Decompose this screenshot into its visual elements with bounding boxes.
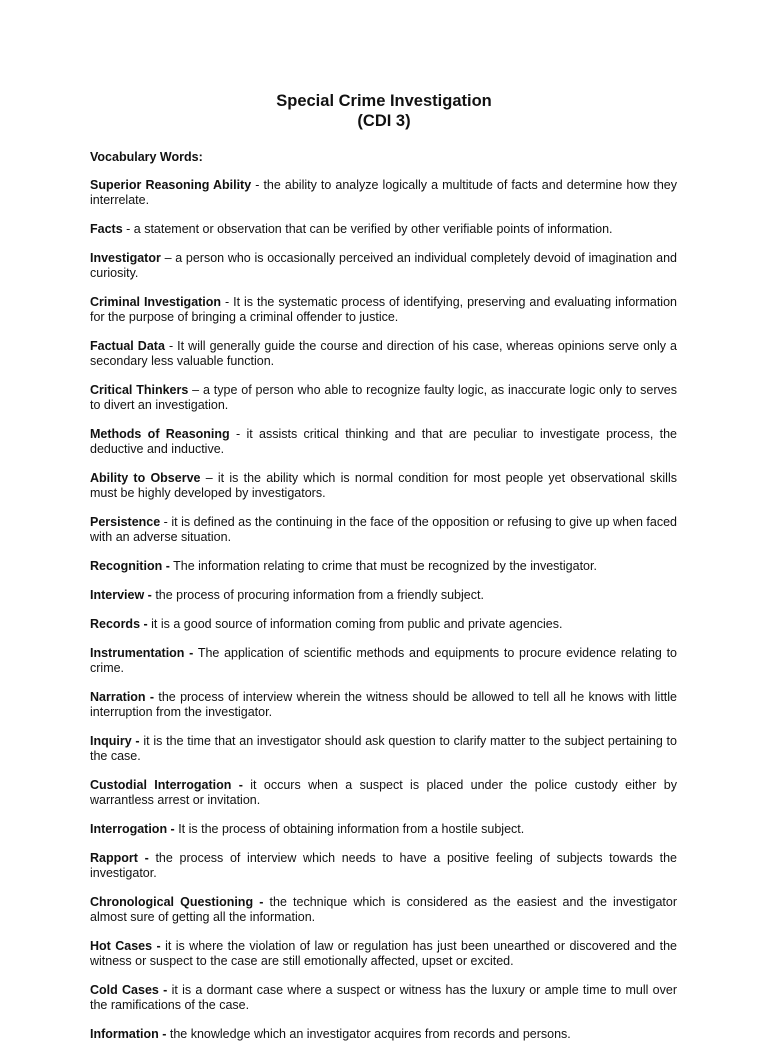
definition-text: it is a good source of information coming from public and private agencies.: [151, 617, 563, 631]
definition-term: Recognition -: [90, 559, 170, 573]
definition-term: Hot Cases -: [90, 939, 161, 953]
definition-text: it is the ability which is normal condition for most people yet observational skills must be highly developed by investigators.: [90, 471, 677, 500]
definition-separator: –: [160, 251, 176, 265]
definition-entry: [90, 822, 677, 837]
definition-text: It will generally guide the course and direction of his case, whereas opinions serve only a secondary less valuable function.: [90, 339, 678, 368]
definition-term: Factual Data: [90, 339, 165, 353]
definition-term: Facts: [90, 222, 123, 236]
definition-term: Ability to Observe: [90, 471, 201, 485]
definition-entry: [90, 339, 677, 369]
definition-text: the technique which is considered as the easiest and the investigator almost sure of getting all the information.: [90, 895, 677, 924]
definition-separator: -: [160, 515, 172, 529]
document-title: [0, 91, 768, 131]
definition-text: the process of interview wherein the witness should be allowed to tell all he knows with little interruption from the investigator.: [90, 690, 677, 719]
definition-entry: [90, 471, 677, 501]
definition-text: it is where the violation of law or regulation has just been unearthed or discovered and the witness or suspect to the case are still emotionally affected, upset or excited.: [90, 939, 677, 968]
title-line-1: Special Crime Investigation: [276, 92, 492, 110]
definition-text: The information relating to crime that must be recognized by the investigator.: [173, 559, 597, 573]
definition-text: it is defined as the continuing in the face of the opposition or refusing to give up when faced with an adverse situation.: [90, 515, 678, 544]
definition-entry: [90, 1027, 677, 1042]
definition-text: a person who is occasionally perceived an individual completely devoid of imagination and curiosity.: [90, 251, 677, 280]
definition-term: Interrogation -: [90, 822, 175, 836]
definition-separator: -: [251, 178, 264, 192]
definition-entry: [90, 983, 677, 1013]
definition-entry: [90, 559, 677, 574]
definition-text: it is the time that an investigator should ask question to clarify matter to the subject pertaining to the case.: [90, 734, 677, 763]
definition-term: Records -: [90, 617, 148, 631]
definition-separator: -: [221, 295, 234, 309]
definition-entry: [90, 588, 677, 603]
definition-entry: [90, 778, 677, 808]
definition-term: Criminal Investigation: [90, 295, 222, 309]
definition-term: Cold Cases -: [90, 983, 168, 997]
definition-entry: [90, 939, 677, 969]
definition-entry: [90, 383, 677, 413]
definition-text: a type of person who able to recognize faulty logic, as inaccurate logic only to serves to divert an investigation.: [90, 383, 677, 412]
definition-entry: [90, 895, 677, 925]
definition-entry: [90, 646, 677, 676]
title-line-2: (CDI 3): [357, 112, 411, 130]
definition-text: it occurs when a suspect is placed under the police custody either by warrantless arrest or invitation.: [90, 778, 677, 807]
definition-term: Persistence: [90, 515, 161, 529]
definition-term: Custodial Interrogation -: [90, 778, 243, 792]
definition-text: it assists critical thinking and that are peculiar to investigate process, the deductive and inductive.: [90, 427, 678, 456]
definition-text: it is a dormant case where a suspect or witness has the luxury or ample time to mull over the ramifications of the case.: [90, 983, 677, 1012]
definition-entry: [90, 734, 677, 764]
definition-text: the process of procuring information from a friendly subject.: [155, 588, 484, 602]
definition-term: Critical Thinkers: [90, 383, 189, 397]
definition-entry: [90, 427, 677, 457]
definition-entry: [90, 617, 677, 632]
definition-text: the process of interview which needs to have a positive feeling of subjects towards the investigator.: [90, 851, 677, 880]
definition-entry: [90, 251, 677, 281]
definition-entry: [90, 178, 677, 208]
definition-separator: -: [164, 339, 178, 353]
definition-term: Rapport -: [90, 851, 149, 865]
definition-entry: [90, 690, 677, 720]
definition-separator: –: [188, 383, 203, 397]
definition-term: Instrumentation -: [90, 646, 194, 660]
definition-separator: -: [229, 427, 247, 441]
definition-entry: [90, 515, 677, 545]
definition-text: the ability to analyze logically a multitude of facts and determine how they interrelate.: [90, 178, 677, 207]
definition-text: It is the process of obtaining information from a hostile subject.: [178, 822, 525, 836]
definitions-list: [90, 178, 677, 1056]
definition-term: Chronological Questioning -: [90, 895, 264, 909]
definition-entry: [90, 295, 677, 325]
definition-text: It is the systematic process of identifying, preserving and evaluating information for the purpose of bringing a criminal offender to justice.: [90, 295, 677, 324]
definition-entry: [90, 851, 677, 881]
definition-term: Information -: [90, 1027, 167, 1041]
definition-text: a statement or observation that can be verified by other verifiable points of information.: [133, 222, 613, 236]
definition-text: the knowledge which an investigator acquires from records and persons.: [169, 1027, 571, 1041]
definition-term: Superior Reasoning Ability: [90, 178, 252, 192]
definition-term: Interview -: [90, 588, 152, 602]
definition-separator: -: [122, 222, 134, 236]
definition-text: The application of scientific methods and equipments to procure evidence relating to crime.: [90, 646, 677, 675]
section-heading: Vocabulary Words:: [90, 150, 203, 164]
definition-separator: –: [200, 471, 218, 485]
definition-entry: [90, 222, 677, 237]
definition-term: Inquiry -: [90, 734, 140, 748]
definition-term: Investigator: [90, 251, 161, 265]
definition-term: Narration -: [90, 690, 155, 704]
definition-term: Methods of Reasoning: [90, 427, 230, 441]
